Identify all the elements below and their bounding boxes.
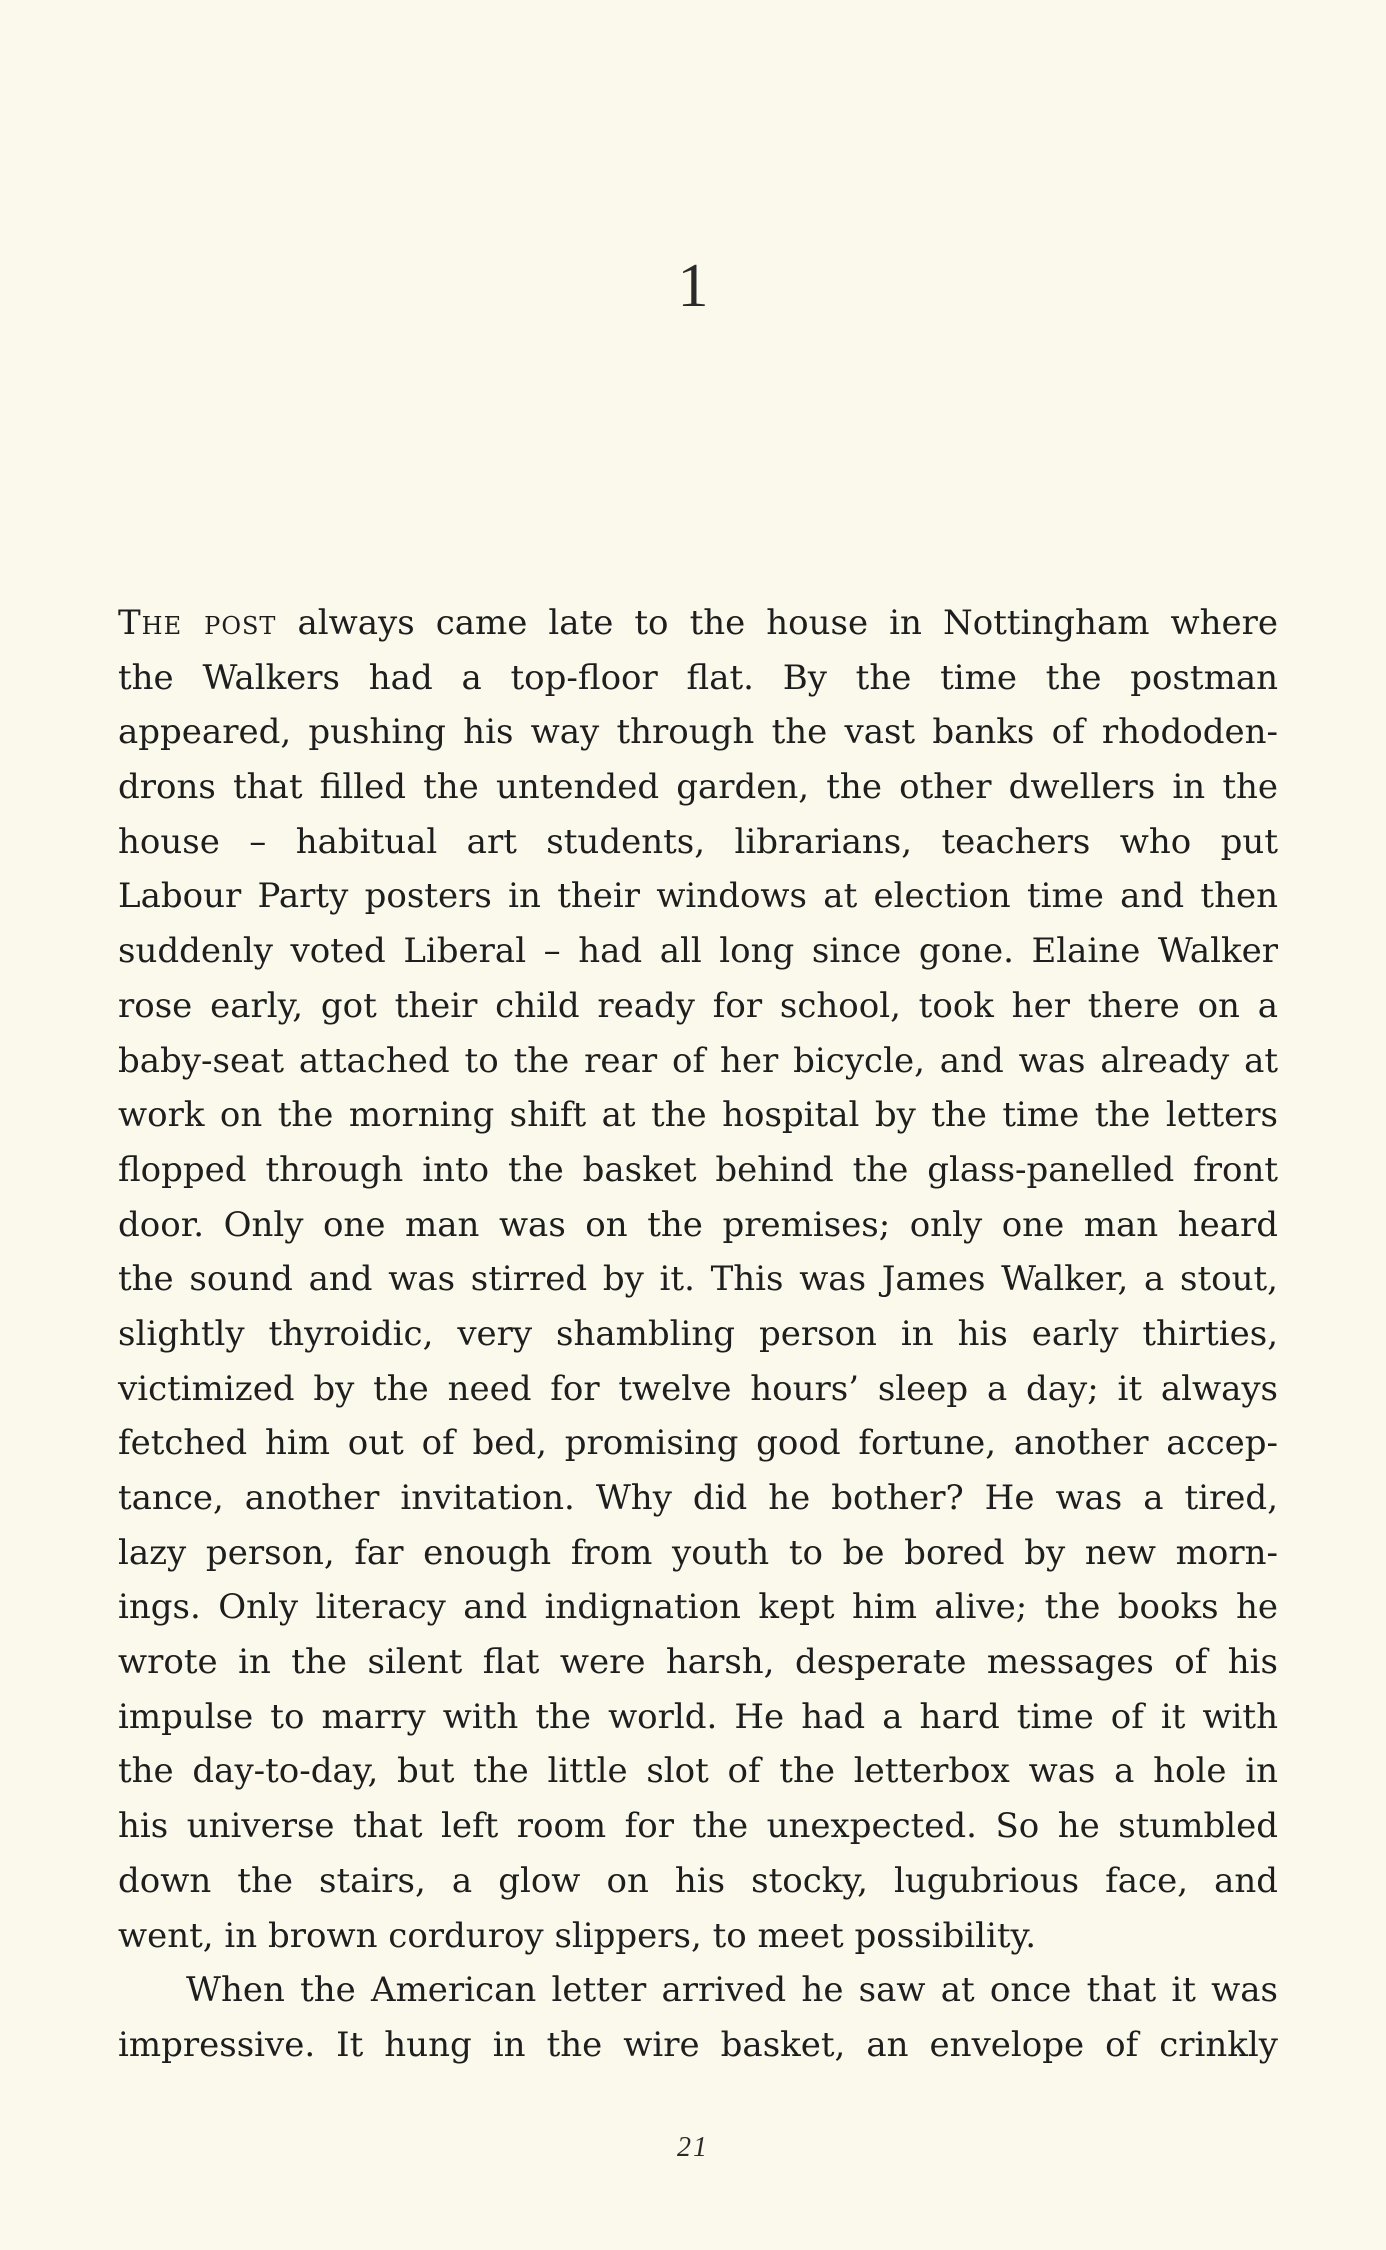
text-line: slightly thyroidic, very shambling person in his early thirties, (118, 1313, 1278, 1354)
body-text (118, 596, 1278, 2073)
text-line (118, 596, 1278, 651)
text-line: rose early, got their child ready for school, took her there on a (118, 985, 1278, 1026)
chapter-number: 1 (677, 252, 709, 320)
text-line: Labour Party posters in their windows at election time and then (118, 876, 1278, 917)
page-number: 21 (677, 2132, 709, 2163)
text-line: down the stairs, a glow on his stocky, lugubrious face, and (118, 1860, 1278, 1901)
text-line: house – habitual art students, librarians, teachers who put (118, 821, 1278, 862)
text-line: work on the morning shift at the hospital by the time the letters (118, 1095, 1278, 1136)
text-line: impulse to marry with the world. He had a hard time of it with (118, 1696, 1278, 1737)
text-line: baby-seat attached to the rear of her bicycle, and was already at (118, 1040, 1278, 1081)
text-line: the sound and was stirred by it. This was James Walker, a stout, (118, 1259, 1278, 1300)
opening-small-caps: The post (118, 603, 277, 643)
text-line: door. Only one man was on the premises; only one man heard (118, 1204, 1278, 1245)
text-line: When the American letter arrived he saw at once that it was (186, 1970, 1278, 2011)
text-line: tance, another invitation. Why did he bother? He was a tired, (118, 1478, 1278, 1518)
text-line: his universe that left room for the unexpected. So he stumbled (118, 1806, 1278, 1847)
text-line-content: always came late to the house in Nottingham where (276, 603, 1278, 643)
text-line: the Walkers had a top-floor flat. By the time the postman (118, 657, 1278, 698)
text-line: went, in brown corduroy slippers, to meet possibility. (118, 1915, 1037, 1956)
text-line: wrote in the silent flat were harsh, desperate messages of his (118, 1642, 1278, 1683)
text-line: appeared, pushing his way through the vast banks of rhododen- (118, 712, 1278, 753)
text-line: lazy person, far enough from youth to be bored by new morn- (118, 1532, 1278, 1573)
text-line: flopped through into the basket behind the glass-panelled front (118, 1149, 1278, 1190)
text-line: suddenly voted Liberal – had all long since gone. Elaine Walker (118, 931, 1278, 972)
text-line: victimized by the need for twelve hours’ sleep a day; it always (118, 1368, 1278, 1409)
text-line: impressive. It hung in the wire basket, an envelope of crinkly (118, 2024, 1278, 2065)
text-line: drons that filled the untended garden, the other dwellers in the (118, 767, 1278, 808)
text-line: the day-to-day, but the little slot of the letterbox was a hole in (118, 1751, 1278, 1792)
text-line: ings. Only literacy and indignation kept him alive; the books he (118, 1587, 1278, 1628)
text-line: fetched him out of bed, promising good fortune, another accep- (118, 1423, 1278, 1464)
